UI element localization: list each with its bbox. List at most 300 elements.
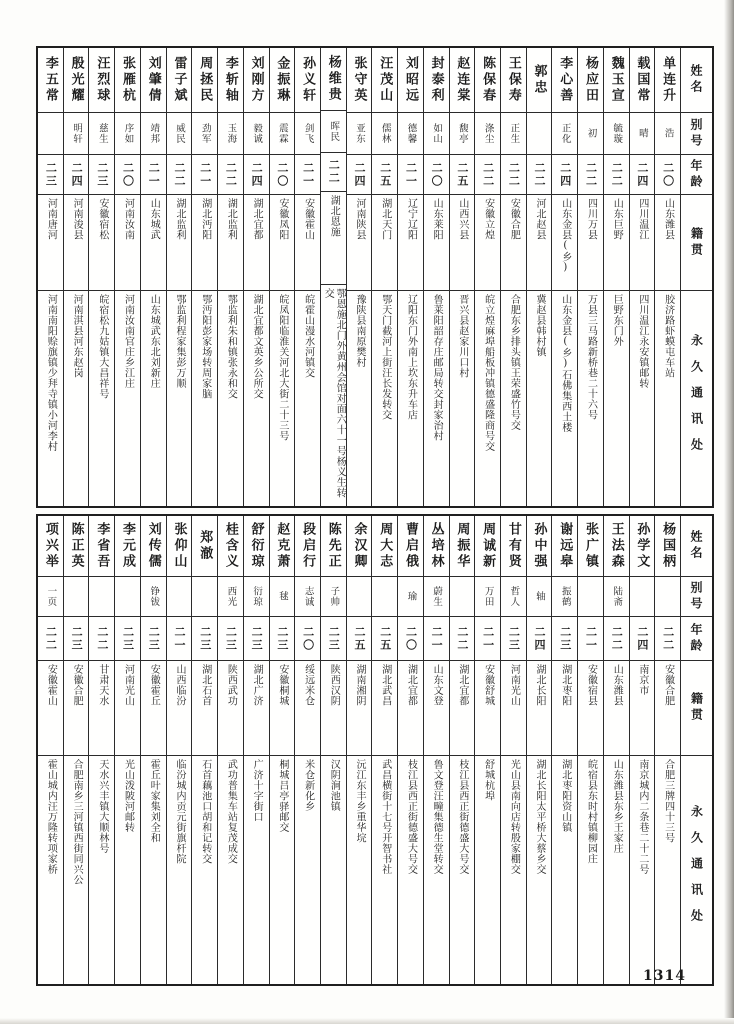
alias-cell: 剑飞 xyxy=(295,112,320,154)
address-cell: 霍丘叶家集刘全和 xyxy=(141,755,166,984)
alias-cell: 西光 xyxy=(218,576,243,616)
address-cell: 武昌横街十七号开智书社 xyxy=(372,755,397,984)
alias-cell: 慈生 xyxy=(89,112,114,154)
entry-column xyxy=(501,516,527,984)
page-edge-shadow xyxy=(724,0,734,1024)
alias-cell xyxy=(372,576,397,616)
entry-column xyxy=(578,48,604,506)
alias-cell: 子帅 xyxy=(321,576,346,616)
alias-cell: 瑜 xyxy=(398,576,423,616)
entry-column xyxy=(398,516,424,984)
native-cell: 安徽霍丘 xyxy=(141,660,166,755)
entry-column xyxy=(630,516,656,984)
address-cell: 皖霍山漫水河镇交 xyxy=(295,290,320,506)
alias-cell xyxy=(38,112,63,154)
age-cell: 二三 xyxy=(501,616,526,660)
address-cell: 武功普集车站复茂成交 xyxy=(218,755,243,984)
address-cell: 合肥三牌四十三号 xyxy=(655,755,680,984)
entry-column xyxy=(244,516,270,984)
age-cell: 二〇 xyxy=(295,616,320,660)
age-cell: 二三 xyxy=(64,616,89,660)
header-native-place: 籍贯 xyxy=(681,660,712,755)
address-cell: 鲁文登汪疃集德生堂转交 xyxy=(424,755,449,984)
alias-cell: 毬 xyxy=(270,576,295,616)
native-cell: 湖北天门 xyxy=(372,194,397,290)
header-name: 姓名 xyxy=(689,530,703,562)
age-cell: 二三 xyxy=(115,616,140,660)
age-cell: 二〇 xyxy=(115,154,140,194)
page-bottom-shadow xyxy=(0,1018,734,1024)
native-cell: 安徽宿县 xyxy=(578,660,603,755)
entry-column xyxy=(655,48,681,506)
age-cell: 二五 xyxy=(450,154,475,194)
address-cell: 合肥南乡三河镇西街同兴公 xyxy=(64,755,89,984)
entry-column xyxy=(321,516,347,984)
alias-cell: 玉海 xyxy=(218,112,243,154)
name-cell: 单连升 xyxy=(660,56,676,104)
address-cell: 冀赵县韩村镇 xyxy=(527,290,552,506)
native-cell: 辽宁辽阳 xyxy=(398,194,423,290)
native-cell: 湖北宜都 xyxy=(450,660,475,755)
header-alias: 别号 xyxy=(681,576,712,616)
address-cell: 鄂沔阳彭家场转周家脑 xyxy=(192,290,217,506)
alias-cell: 劲军 xyxy=(192,112,217,154)
name-cell: 金振琳 xyxy=(274,56,290,104)
age-cell: 二一 xyxy=(398,154,423,194)
native-cell: 湖北枣阳 xyxy=(552,660,577,755)
entry-column xyxy=(64,48,90,506)
name-cell: 封泰利 xyxy=(428,56,444,104)
native-cell: 安徽合肥 xyxy=(655,660,680,755)
entry-column xyxy=(167,48,193,506)
name-cell: 赵克萧 xyxy=(274,522,290,570)
native-cell: 陕西汉阴 xyxy=(321,660,346,755)
address-cell: 皖凤阳临淮关河北大街二十三号 xyxy=(270,290,295,506)
entry-column xyxy=(424,48,450,506)
native-cell: 山东文登 xyxy=(424,660,449,755)
age-cell: 二〇 xyxy=(398,616,423,660)
native-cell: 绥远米仓 xyxy=(295,660,320,755)
alias-cell: 初 xyxy=(578,112,603,154)
entry-column xyxy=(38,48,64,506)
directory-table-bottom xyxy=(36,514,714,986)
age-cell: 二二 xyxy=(655,616,680,660)
age-cell: 二一 xyxy=(424,616,449,660)
name-cell: 李斩轴 xyxy=(222,56,238,104)
native-cell: 南京市 xyxy=(630,660,655,755)
entry-column xyxy=(450,48,476,506)
alias-cell: 亚东 xyxy=(347,112,372,154)
entry-column xyxy=(527,516,553,984)
age-cell: 二二 xyxy=(38,616,63,660)
age-cell: 二三 xyxy=(38,154,63,194)
name-cell: 李心善 xyxy=(557,56,573,104)
age-cell: 二一 xyxy=(167,616,192,660)
alias-cell: 一页 xyxy=(38,576,63,616)
entry-column xyxy=(347,48,373,506)
alias-cell: 德馨 xyxy=(398,112,423,154)
age-cell: 二五 xyxy=(372,154,397,194)
entry-column xyxy=(141,516,167,984)
directory-table-top xyxy=(36,46,714,508)
age-cell: 二二 xyxy=(604,616,629,660)
name-cell: 陈先正 xyxy=(325,522,341,570)
header-name: 姓名 xyxy=(689,64,703,96)
entry-column xyxy=(398,48,424,506)
entry-column xyxy=(475,516,501,984)
native-cell: 河北赵县 xyxy=(527,194,552,290)
name-cell: 谢远皋 xyxy=(557,522,573,570)
entry-column xyxy=(115,48,141,506)
entry-column xyxy=(38,516,64,984)
entry-column xyxy=(270,516,296,984)
name-cell: 孙学文 xyxy=(634,522,650,570)
name-cell: 汪茂山 xyxy=(377,56,393,104)
address-cell: 四川温江永安镇邮转 xyxy=(630,290,655,506)
alias-cell xyxy=(64,576,89,616)
address-cell: 山东潍县东乡王家庄 xyxy=(604,755,629,984)
name-cell: 王保寿 xyxy=(505,56,521,104)
native-cell: 湖北恩施 xyxy=(321,191,346,285)
address-cell: 广济十字街口 xyxy=(244,755,269,984)
age-cell: 二二 xyxy=(218,154,243,194)
age-cell: 二二 xyxy=(604,154,629,194)
alias-cell: 陆斋 xyxy=(604,576,629,616)
address-cell: 鄂监利程家集彭万顺 xyxy=(167,290,192,506)
address-cell: 豫陕县南原樊村 xyxy=(347,290,372,506)
native-cell: 湖北石首 xyxy=(192,660,217,755)
address-cell: 皖宿松九姑镇大昌祥号 xyxy=(89,290,114,506)
address-cell: 湖北长阳太平桥大蔡乡交 xyxy=(527,755,552,984)
native-cell: 安徽宿松 xyxy=(89,194,114,290)
alias-cell xyxy=(450,576,475,616)
name-cell: 甘有贤 xyxy=(505,522,521,570)
alias-cell: 振鹤 xyxy=(552,576,577,616)
address-cell: 南京城内二条巷二十二号 xyxy=(630,755,655,984)
name-cell: 刘肇倩 xyxy=(145,56,161,104)
alias-cell: 晖民 xyxy=(321,110,346,151)
age-cell: 二一 xyxy=(578,616,603,660)
native-cell: 陕西武功 xyxy=(218,660,243,755)
native-cell: 甘肃天水 xyxy=(89,660,114,755)
alias-cell xyxy=(167,576,192,616)
address-cell: 光山县南向店转殷家棚交 xyxy=(501,755,526,984)
name-cell: 李元成 xyxy=(120,522,136,570)
alias-cell: 正生 xyxy=(501,112,526,154)
address-cell: 万县三马路新桥巷二十六号 xyxy=(578,290,603,506)
name-cell: 刘刚方 xyxy=(248,56,264,104)
address-cell: 桐城吕亭驿邮交 xyxy=(270,755,295,984)
name-cell: 余汉卿 xyxy=(351,522,367,570)
address-cell: 鲁莱阳韶存庄邮局转交封家治村 xyxy=(424,290,449,506)
address-cell: 河南汝南官庄乡江庄 xyxy=(115,290,140,506)
native-cell: 湖北广济 xyxy=(244,660,269,755)
alias-cell xyxy=(192,576,217,616)
native-cell: 河南光山 xyxy=(501,660,526,755)
name-cell: 李省吾 xyxy=(94,522,110,570)
address-cell: 辽阳东门外南上坎东升车店 xyxy=(398,290,423,506)
age-cell: 二四 xyxy=(347,154,372,194)
native-cell: 河南陕县 xyxy=(347,194,372,290)
entry-column xyxy=(141,48,167,506)
header-column xyxy=(681,516,712,984)
name-cell: 周振华 xyxy=(454,522,470,570)
age-cell: 二二 xyxy=(475,154,500,194)
entry-column xyxy=(244,48,270,506)
address-cell: 山东城武东北刘新庄 xyxy=(141,290,166,506)
entry-column xyxy=(295,48,321,506)
age-cell: 二四 xyxy=(552,154,577,194)
age-cell: 二四 xyxy=(630,154,655,194)
age-cell: 二三 xyxy=(192,616,217,660)
entry-column xyxy=(295,516,321,984)
alias-cell: 志诚 xyxy=(295,576,320,616)
native-cell: 四川万县 xyxy=(578,194,603,290)
age-cell: 二二 xyxy=(501,154,526,194)
entry-column xyxy=(372,48,398,506)
name-cell: 刘传儒 xyxy=(145,522,161,570)
name-cell: 郭忠 xyxy=(531,64,547,96)
entry-column xyxy=(89,48,115,506)
native-cell: 四川温江 xyxy=(630,194,655,290)
native-cell: 山东巨野 xyxy=(604,194,629,290)
alias-cell: 靖邦 xyxy=(141,112,166,154)
header-age: 年龄 xyxy=(681,616,712,660)
age-cell: 二二 xyxy=(450,616,475,660)
alias-cell: 蔚生 xyxy=(424,576,449,616)
address-cell: 鄂监利朱和镇张永和交 xyxy=(218,290,243,506)
address-cell: 湖北宜都文英乡公所交 xyxy=(244,290,269,506)
address-cell: 湖北枣阳资山镇 xyxy=(552,755,577,984)
alias-cell: 震霖 xyxy=(270,112,295,154)
age-cell: 二三 xyxy=(218,616,243,660)
name-cell: 张仰山 xyxy=(171,522,187,570)
age-cell: 二四 xyxy=(244,154,269,194)
entry-column xyxy=(192,516,218,984)
entry-column xyxy=(424,516,450,984)
native-cell: 湖北监利 xyxy=(167,194,192,290)
name-cell: 刘昭远 xyxy=(402,56,418,104)
age-cell: 二一 xyxy=(295,154,320,194)
alias-cell: 毅诚 xyxy=(244,112,269,154)
alias-cell: 明轩 xyxy=(64,112,89,154)
alias-cell: 浩 xyxy=(655,112,680,154)
alias-cell xyxy=(527,112,552,154)
alias-cell: 万田 xyxy=(475,576,500,616)
address-cell: 山东金县(乡)石佛集西土楼 xyxy=(552,290,577,506)
age-cell: 二〇 xyxy=(655,154,680,194)
entry-column xyxy=(552,516,578,984)
entry-column xyxy=(167,516,193,984)
alias-cell xyxy=(655,576,680,616)
name-cell: 舒衍琼 xyxy=(248,522,264,570)
entry-column xyxy=(501,48,527,506)
address-cell: 皖宿县东时村镇柳园庄 xyxy=(578,755,603,984)
age-cell: 二三 xyxy=(270,616,295,660)
alias-cell xyxy=(578,576,603,616)
name-cell: 孙中强 xyxy=(531,522,547,570)
native-cell: 山东潍县 xyxy=(604,660,629,755)
address-cell: 鄂恩施北门外黄州会馆对面六十一号杨义生转交 xyxy=(321,284,346,506)
entry-column xyxy=(630,48,656,506)
address-cell: 胶济路虾蟆屯车站 xyxy=(655,290,680,506)
native-cell: 安徽桐城 xyxy=(270,660,295,755)
age-cell: 二二 xyxy=(527,154,552,194)
entry-column xyxy=(218,48,244,506)
age-cell: 二四 xyxy=(630,616,655,660)
name-cell: 殷光耀 xyxy=(68,56,84,104)
native-cell: 河南唐河 xyxy=(38,194,63,290)
address-cell: 枝江县西正街德盛大号交 xyxy=(398,755,423,984)
name-cell: 李五常 xyxy=(42,56,58,104)
entry-column xyxy=(578,516,604,984)
header-age: 年龄 xyxy=(681,154,712,194)
name-cell: 载国常 xyxy=(634,56,650,104)
alias-cell: 如山 xyxy=(424,112,449,154)
name-cell: 孙义轩 xyxy=(300,56,316,104)
alias-cell: 威民 xyxy=(167,112,192,154)
alias-cell: 铮钹 xyxy=(141,576,166,616)
age-cell: 二四 xyxy=(527,616,552,660)
entry-column xyxy=(64,516,90,984)
address-cell: 沅江东丰乡重华垸 xyxy=(347,755,372,984)
age-cell: 二三 xyxy=(141,616,166,660)
age-cell: 二三 xyxy=(552,616,577,660)
native-cell: 安徽合肥 xyxy=(64,660,89,755)
age-cell: 二二 xyxy=(321,152,346,191)
age-cell: 二五 xyxy=(372,616,397,660)
name-cell: 曹启俄 xyxy=(402,522,418,570)
age-cell: 二一 xyxy=(475,616,500,660)
name-cell: 张守英 xyxy=(351,56,367,104)
alias-cell xyxy=(89,576,114,616)
entry-column xyxy=(321,48,347,506)
name-cell: 杨维贵 xyxy=(325,55,341,104)
native-cell: 山东潍县 xyxy=(655,194,680,290)
entry-column xyxy=(527,48,553,506)
name-cell: 杨国柄 xyxy=(660,522,676,570)
header-alias: 别号 xyxy=(681,112,712,154)
entry-column xyxy=(270,48,296,506)
entry-column xyxy=(475,48,501,506)
alias-cell: 衍琼 xyxy=(244,576,269,616)
header-native-place: 籍贯 xyxy=(681,194,712,290)
address-cell: 鄂天门截河上街汪长发转交 xyxy=(372,290,397,506)
alias-cell: 哲人 xyxy=(501,576,526,616)
address-cell: 晋兴县赵家川口村 xyxy=(450,290,475,506)
address-cell: 石首藕池口胡和记转交 xyxy=(192,755,217,984)
age-cell: 二二 xyxy=(167,154,192,194)
native-cell: 山西兴县 xyxy=(450,194,475,290)
name-cell: 段启行 xyxy=(300,522,316,570)
native-cell: 湖北武昌 xyxy=(372,660,397,755)
native-cell: 河南光山 xyxy=(115,660,140,755)
alias-cell xyxy=(347,576,372,616)
entry-column xyxy=(604,516,630,984)
alias-cell: 晴 xyxy=(630,112,655,154)
name-cell: 张广镇 xyxy=(582,522,598,570)
address-cell: 舒城杭埠 xyxy=(475,755,500,984)
native-cell: 湖北监利 xyxy=(218,194,243,290)
age-cell: 二一 xyxy=(192,154,217,194)
native-cell: 湖北宜都 xyxy=(398,660,423,755)
name-cell: 陈正英 xyxy=(68,522,84,570)
native-cell: 安徽凤阳 xyxy=(270,194,295,290)
header-permanent-address: 永久通讯处 xyxy=(681,755,712,984)
name-cell: 雷子斌 xyxy=(171,56,187,104)
native-cell: 湖南湘阴 xyxy=(347,660,372,755)
address-cell: 汉阴涧池镇 xyxy=(321,755,346,984)
entry-column xyxy=(604,48,630,506)
age-cell: 二四 xyxy=(64,154,89,194)
entry-column xyxy=(218,516,244,984)
age-cell: 二三 xyxy=(89,154,114,194)
name-cell: 陈保春 xyxy=(480,56,496,104)
age-cell: 二二 xyxy=(89,616,114,660)
header-permanent-address: 永久通讯处 xyxy=(681,290,712,506)
native-cell: 河南汝南 xyxy=(115,194,140,290)
name-cell: 杨应田 xyxy=(582,56,598,104)
alias-cell: 正化 xyxy=(552,112,577,154)
name-cell: 周拯民 xyxy=(197,56,213,104)
alias-cell xyxy=(630,576,655,616)
native-cell: 安徽霍山 xyxy=(38,660,63,755)
native-cell: 安徽霍山 xyxy=(295,194,320,290)
age-cell: 二〇 xyxy=(424,154,449,194)
name-cell: 郑澈 xyxy=(197,530,213,562)
age-cell: 二五 xyxy=(347,616,372,660)
name-cell: 丛培林 xyxy=(428,522,444,570)
entry-column xyxy=(115,516,141,984)
name-cell: 项兴举 xyxy=(42,522,58,570)
alias-cell: 馥亭 xyxy=(450,112,475,154)
entry-column xyxy=(450,516,476,984)
address-cell: 霍山城内汪万隆转项家桥 xyxy=(38,755,63,984)
entry-column xyxy=(347,516,373,984)
entry-column xyxy=(655,516,681,984)
address-cell: 天水兴丰镇大顺林号 xyxy=(89,755,114,984)
header-column xyxy=(681,48,712,506)
address-cell: 米仓新化乡 xyxy=(295,755,320,984)
native-cell: 湖北沔阳 xyxy=(192,194,217,290)
name-cell: 桂含义 xyxy=(222,522,238,570)
alias-cell: 轴 xyxy=(527,576,552,616)
address-cell: 临汾城内贡元街旗杆院 xyxy=(167,755,192,984)
native-cell: 安徽舒城 xyxy=(475,660,500,755)
entry-column xyxy=(372,516,398,984)
name-cell: 赵连棠 xyxy=(454,56,470,104)
address-cell: 光山泼陂河邮转 xyxy=(115,755,140,984)
name-cell: 周诚新 xyxy=(480,522,496,570)
entry-column xyxy=(89,516,115,984)
native-cell: 山东金县(乡) xyxy=(552,194,577,290)
native-cell: 湖北长阳 xyxy=(527,660,552,755)
alias-cell: 序如 xyxy=(115,112,140,154)
age-cell: 二〇 xyxy=(270,154,295,194)
native-cell: 山东莱阳 xyxy=(424,194,449,290)
native-cell: 河南浚县 xyxy=(64,194,89,290)
address-cell: 皖立煌麻埠船板冲镇德盛隆商号交 xyxy=(475,290,500,506)
native-cell: 山东城武 xyxy=(141,194,166,290)
native-cell: 安徽立煌 xyxy=(475,194,500,290)
alias-cell: 毓璇 xyxy=(604,112,629,154)
age-cell: 二二 xyxy=(578,154,603,194)
address-cell: 河南南阳赊旗镇少拜寺镇小河李村 xyxy=(38,290,63,506)
address-cell: 合肥东乡排头镇王荣盛竹号交 xyxy=(501,290,526,506)
name-cell: 周大志 xyxy=(377,522,393,570)
address-cell: 枝江县西正街德盛大号交 xyxy=(450,755,475,984)
name-cell: 张雁杭 xyxy=(120,56,136,104)
